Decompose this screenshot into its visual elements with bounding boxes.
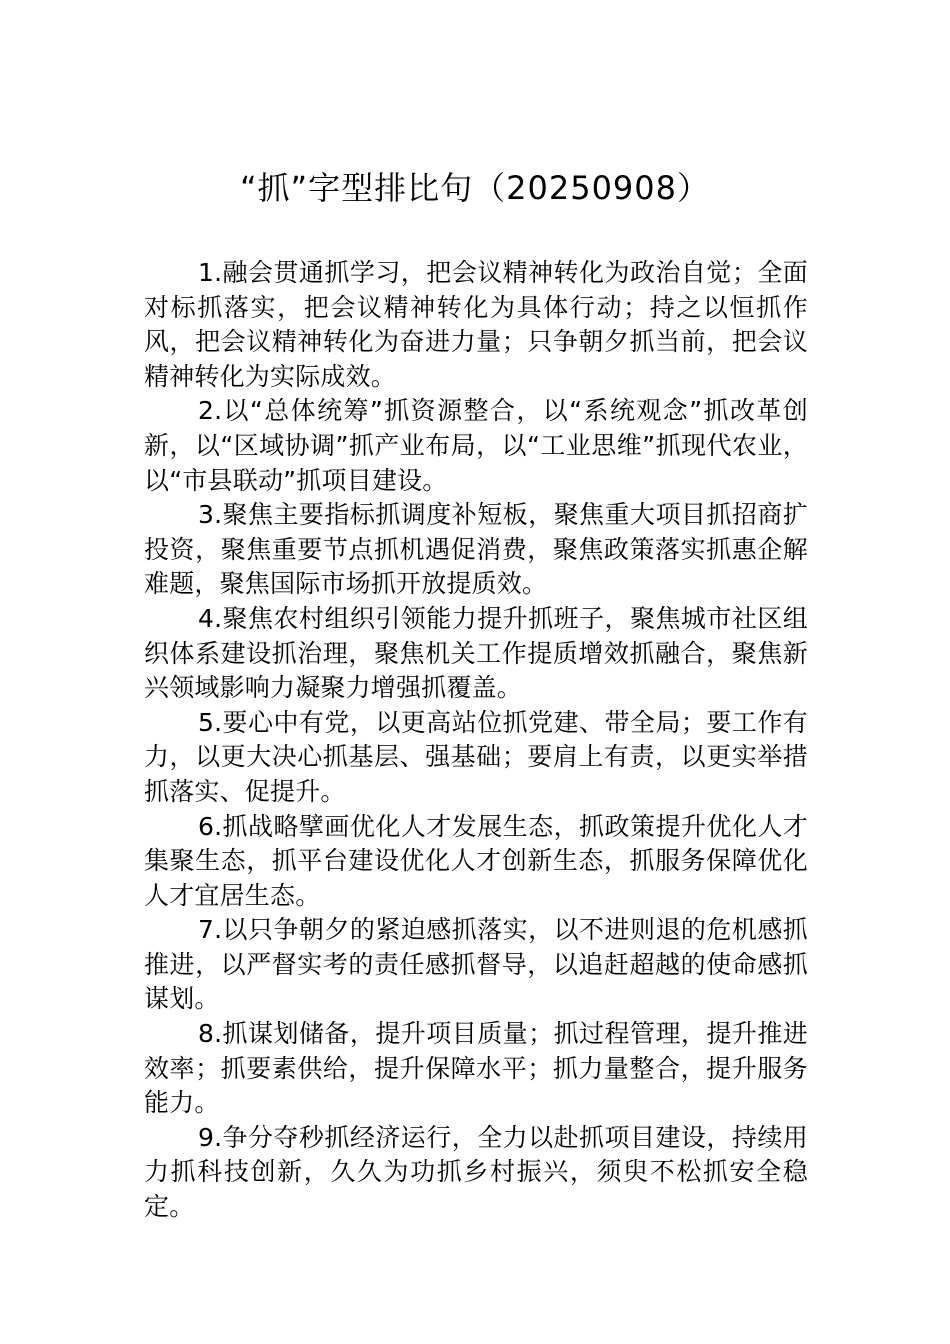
paragraph-5: 5.要心中有党，以更高站位抓党建、带全局；要工作有力，以更大决心抓基层、强基础；要肩上有责，以更实举措抓落实、促提升。 (144, 707, 808, 806)
paragraph-1: 1.融会贯通抓学习，把会议精神转化为政治自觉；全面对标抓落实，把会议精神转化为具体行动；持之以恒抓作风，把会议精神转化为奋进力量；只争朝夕抓当前，把会议精神转化为实际成效。 (144, 258, 808, 391)
paragraph-9: 9.争分夺秒抓经济运行，全力以赴抓项目建设，持续用力抓科技创新，久久为功抓乡村振兴，须臾不松抓安全稳定。 (144, 1122, 808, 1222)
document-title: “抓”字型排比句（20250908） (239, 169, 711, 207)
paragraph-4: 4.聚焦农村组织引领能力提升抓班子，聚焦城市社区组织体系建设抓治理，聚焦机关工作提质增效抓融合，聚焦新兴领域影响力凝聚力增强抓覆盖。 (144, 603, 808, 703)
paragraph-3: 3.聚焦主要指标抓调度补短板，聚焦重大项目抓招商扩投资，聚焦重要节点抓机遇促消费，聚焦政策落实抓惠企解难题，聚焦国际市场抓开放提质效。 (144, 500, 808, 599)
paragraph-6: 6.抓战略擘画优化人才发展生态，抓政策提升优化人才集聚生态，抓平台建设优化人才创新生态，抓服务保障优化人才宜居生态。 (144, 811, 808, 910)
paragraph-2: 2.以“总体统筹”抓资源整合，以“系统观念”抓改革创新，以“区域协调”抓产业布局，以“工业思维”抓现代农业，以“市县联动”抓项目建设。 (144, 396, 808, 495)
paragraph-7: 7.以只争朝夕的紧迫感抓落实，以不进则退的危机感抓推进，以严督实考的责任感抓督导，以追赶超越的使命感抓谋划。 (144, 915, 808, 1014)
document-body (144, 256, 808, 1225)
paragraph-8: 8.抓谋划储备，提升项目质量；抓过程管理，提升推进效率；抓要素供给，提升保障水平；抓力量整合，提升服务能力。 (144, 1019, 808, 1118)
